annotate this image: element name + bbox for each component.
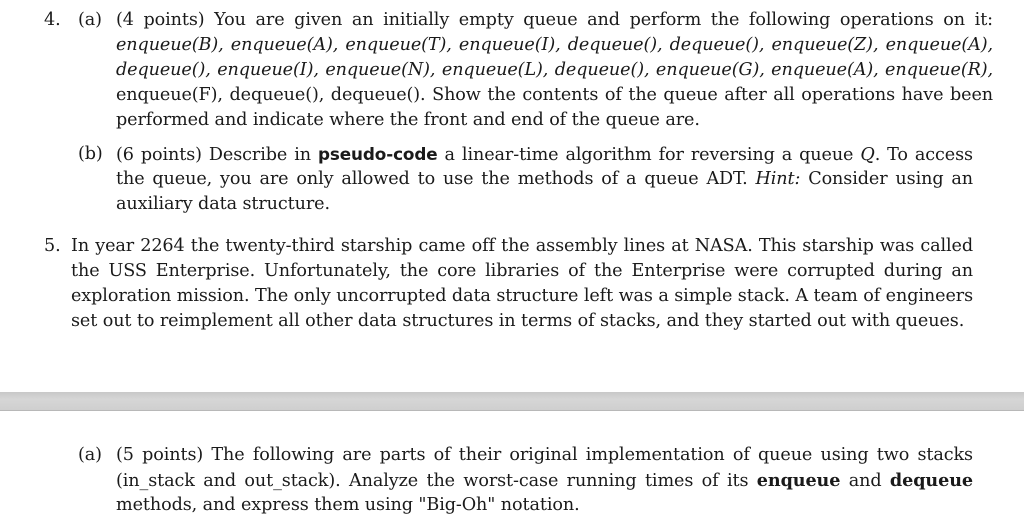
part-5a-text <box>116 443 973 518</box>
text-span: auxiliary data structure. <box>116 194 330 214</box>
text-span: the USS Enterprise. Unfortunately, the core libraries of the Enterprise were corrupted during an <box>71 261 973 281</box>
text-span: (in_stack and out_stack). Analyze the worst-case running times of its <box>116 471 749 491</box>
text-span: In year 2264 the twenty-third starship came off the assembly lines at NASA. This starship was called <box>71 236 973 256</box>
bold-term: dequeue <box>889 470 973 491</box>
text-line <box>116 192 973 217</box>
text-line <box>116 468 973 493</box>
problem-5 <box>44 234 994 344</box>
problem-number: 4. <box>44 10 61 30</box>
text-span: (6 points) Describe in <box>116 145 318 165</box>
text-span: a linear-time algorithm for reversing a queue <box>437 145 861 165</box>
text-line <box>116 443 973 468</box>
operations-text: dequeue(), enqueue(I), enqueue(N), enqueue(L), dequeue(), enqueue(G), enqueue(A), enqueue(R), <box>116 60 993 80</box>
text-span: . To access <box>874 145 973 165</box>
text-line <box>116 167 973 192</box>
math-var: Q <box>860 145 875 165</box>
text-span: exploration mission. The only uncorrupted data structure left was a simple stack. A team of engineers <box>71 286 973 306</box>
problem-5-text <box>71 234 973 334</box>
operations-line <box>116 58 993 83</box>
text-line <box>116 108 993 133</box>
operations-text: enqueue(B), enqueue(A), enqueue(T), enqueue(I), dequeue(), dequeue(), enqueue(Z), enqueue(A), <box>116 35 993 55</box>
problem-4 <box>44 8 994 228</box>
text-span: Consider using an <box>808 169 973 189</box>
part-4b-text <box>116 142 973 217</box>
text-line <box>71 259 973 284</box>
text-span: methods, and express them using "Big-Oh" notation. <box>116 495 580 515</box>
text-span: enqueue(F), dequeue(), dequeue(). Show the contents of the queue after all operations have been <box>116 85 993 105</box>
text-line <box>116 83 993 108</box>
text-span: (4 points) You are given an initially empty queue and perform the following operations on it: <box>116 10 993 30</box>
text-line <box>71 284 973 309</box>
problem-number: 5. <box>44 236 61 256</box>
part-4a-text <box>116 8 993 133</box>
text-line <box>116 8 993 33</box>
text-line <box>71 234 973 259</box>
bold-term: pseudo-code <box>317 144 438 164</box>
bold-term: enqueue <box>756 470 841 491</box>
text-line <box>116 493 973 518</box>
text-span: the queue, you are only allowed to use the methods of a queue ADT. <box>116 169 748 189</box>
part-label: (b) <box>78 144 103 164</box>
part-label: (a) <box>78 10 102 30</box>
operations-line <box>116 33 993 58</box>
problem-5a <box>78 443 994 521</box>
text-line <box>71 309 973 334</box>
text-span: set out to reimplement all other data structures in terms of stacks, and they started out with queues. <box>71 311 965 331</box>
part-label: (a) <box>78 445 102 465</box>
page-break-divider <box>0 392 1024 410</box>
hint-label: Hint: <box>755 169 801 189</box>
text-line <box>116 142 973 167</box>
text-span: performed and indicate where the front and end of the queue are. <box>116 110 700 130</box>
text-span: and <box>848 471 882 491</box>
text-span: (5 points) The following are parts of their original implementation of queue using two stacks <box>116 445 973 465</box>
